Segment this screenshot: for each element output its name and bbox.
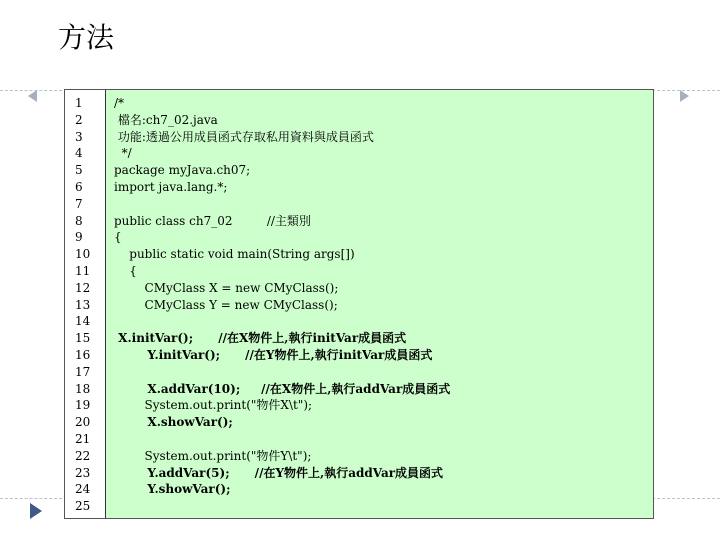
slide-title: 方法 [58, 21, 115, 54]
code-line: 功能:透過公用成員函式存取私用資料與成員函式 [114, 129, 374, 144]
line-number: 10 [75, 247, 91, 262]
line-number: 9 [75, 230, 83, 245]
code-line: /* [114, 96, 125, 110]
line-number: 8 [75, 213, 83, 228]
line-number-gutter [65, 90, 105, 518]
line-number: 4 [75, 146, 83, 161]
code-body [105, 90, 653, 518]
triangle-right-icon [680, 90, 689, 102]
line-number: 2 [75, 112, 83, 127]
code-line: import java.lang.*; [114, 180, 228, 194]
line-number: 7 [75, 196, 83, 211]
code-line: { [114, 230, 122, 245]
line-number: 5 [75, 163, 83, 178]
code-line: X.initVar(); //在X物件上,執行initVar成員函式 [114, 331, 407, 346]
code-line: CMyClass X = new CMyClass(); [114, 280, 339, 295]
line-number: 17 [75, 364, 91, 379]
decorative-line-bottom-left [0, 498, 62, 499]
line-number: 25 [75, 499, 91, 514]
code-line: CMyClass Y = new CMyClass(); [114, 297, 338, 312]
code-line: System.out.print("物件X\t"); [114, 398, 313, 413]
code-line: 檔名:ch7_02.java [114, 112, 218, 127]
line-number: 16 [75, 348, 91, 362]
line-number: 3 [75, 129, 83, 144]
code-line: */ [114, 146, 132, 161]
line-number: 11 [75, 264, 91, 278]
line-number: 22 [75, 448, 91, 463]
line-number: 15 [75, 331, 91, 346]
line-number: 13 [75, 297, 91, 312]
code-listing-panel [64, 89, 654, 519]
code-line: Y.addVar(5); //在Y物件上,執行addVar成員函式 [114, 465, 444, 480]
line-number: 14 [75, 314, 91, 329]
line-number: 18 [75, 381, 91, 396]
line-number: 6 [75, 180, 83, 194]
code-line: { [114, 264, 137, 278]
decorative-line-bottom-right [652, 498, 720, 499]
code-line: X.showVar(); [114, 415, 233, 430]
code-line: Y.initVar(); //在Y物件上,執行initVar成員函式 [114, 348, 433, 362]
code-line: public static void main(String args[]) [114, 247, 355, 262]
line-number: 24 [75, 482, 91, 497]
line-number: 12 [75, 280, 91, 295]
code-line: package myJava.ch07; [114, 163, 251, 178]
code-line: public class ch7_02 //主類別 [114, 213, 311, 228]
code-line: X.addVar(10); //在X物件上,執行addVar成員函式 [114, 381, 451, 396]
triangle-left-icon [28, 90, 37, 102]
line-number: 23 [75, 465, 91, 480]
line-number: 20 [75, 415, 91, 430]
triangle-bullet-icon [30, 503, 42, 519]
code-line: Y.showVar(); [114, 482, 231, 497]
line-number: 21 [75, 432, 91, 446]
code-line: System.out.print("物件Y\t"); [114, 448, 312, 463]
line-number: 1 [75, 96, 83, 110]
line-number: 19 [75, 398, 91, 413]
